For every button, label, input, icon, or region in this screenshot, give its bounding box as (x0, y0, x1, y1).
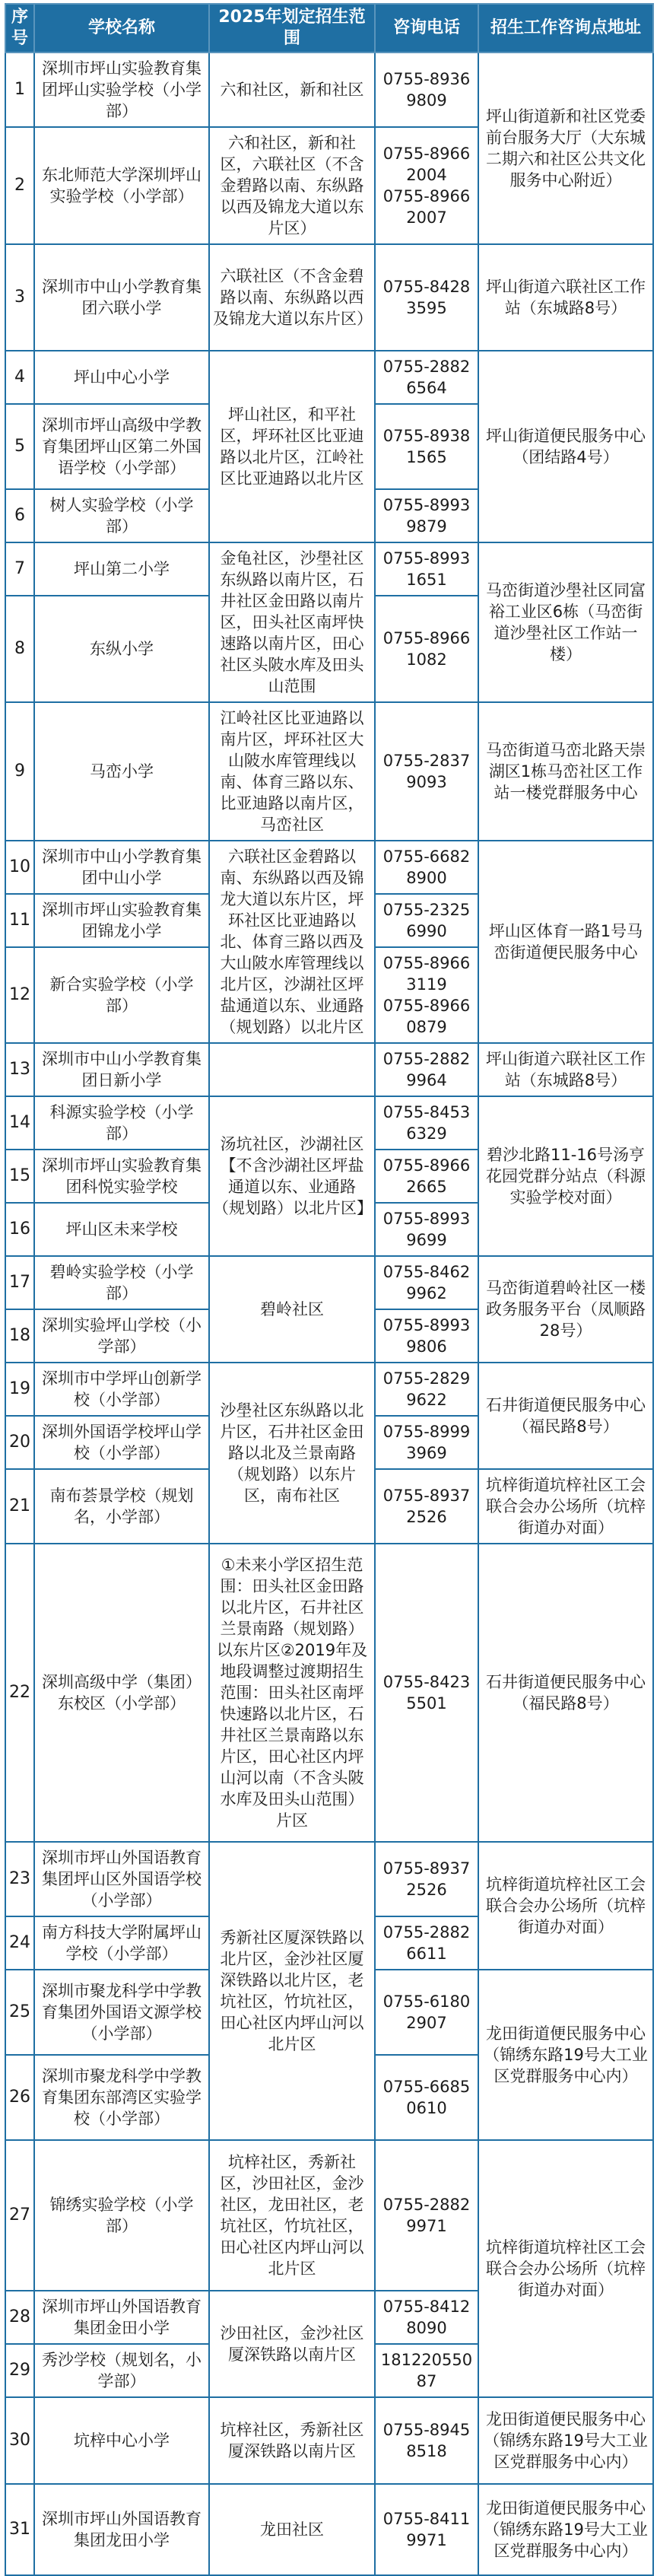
school-name-cell: 深圳市中山小学教育集团日新小学 (34, 1043, 209, 1096)
table-row (5, 702, 653, 841)
school-name-cell: 东纵小学 (34, 596, 209, 702)
table-row (5, 1256, 653, 1309)
phone-cell: 0755-89372526 (375, 1469, 478, 1544)
phone-cell: 0755-89939879 (375, 489, 478, 542)
row-number: 25 (5, 1970, 34, 2055)
consult-address-cell: 龙田街道便民服务中心（锦绣东路19号大工业区党群服务中心内） (478, 1970, 653, 2140)
school-name-cell: 坪山第二小学 (34, 542, 209, 596)
row-number: 31 (5, 2484, 34, 2575)
phone-cell: 0755-89381565 (375, 404, 478, 489)
row-number: 16 (5, 1203, 34, 1256)
enrollment-range-cell: ①未来小学区招生范围：田头社区金田路以北片区，石井社区兰景南路（规划路）以东片区②2019年及地段调整过渡期招生范围：田头社区南坪快速路以北片区，石井社区兰景南路以东片区，田心社区内坪山河以南（不含头陂水库及田头山范围）片区 (209, 1544, 375, 1842)
row-number: 26 (5, 2055, 34, 2140)
school-name-cell: 新合实验学校（小学部） (34, 947, 209, 1043)
school-name-cell: 深圳实验坪山学校（小学部） (34, 1309, 209, 1363)
row-number: 7 (5, 542, 34, 596)
phone-cell: 0755-84119971 (375, 2484, 478, 2575)
enrollment-range-cell: 江岭社区比亚迪路以南片区，坪环社区大山陂水库管理线以南、体育三路以东、比亚迪路以南片区，马峦社区 (209, 702, 375, 841)
row-number: 5 (5, 404, 34, 489)
table-row (5, 52, 653, 127)
phone-cell: 0755-28829964 (375, 1043, 478, 1096)
consult-address-cell: 龙田街道便民服务中心（锦绣东路19号大工业区党群服务中心内） (478, 2397, 653, 2484)
row-number: 11 (5, 894, 34, 947)
table-row (5, 1043, 653, 1096)
enrollment-range-cell: 汤坑社区，沙湖社区【不含沙湖社区坪盐通道以东、业通路（规划路）以北片区】 (209, 1096, 375, 1256)
row-number: 2 (5, 127, 34, 244)
table-header-row (5, 4, 653, 52)
header-phone: 咨询电话 (375, 4, 478, 52)
row-number: 6 (5, 489, 34, 542)
phone-cell: 18122055087 (375, 2344, 478, 2397)
row-number: 14 (5, 1096, 34, 1150)
phone-cell: 0755-28826564 (375, 351, 478, 404)
row-number: 17 (5, 1256, 34, 1309)
school-name-cell: 深圳市聚龙科学中学教育集团东部湾区实验学校（小学部） (34, 2055, 209, 2140)
phone-cell: 0755-89458518 (375, 2397, 478, 2484)
phone-cell: 0755-84128090 (375, 2291, 478, 2344)
school-name-cell: 坪山中心小学 (34, 351, 209, 404)
row-number: 29 (5, 2344, 34, 2397)
consult-address-cell: 石井街道便民服务中心（福民路8号） (478, 1363, 653, 1469)
row-number: 24 (5, 1916, 34, 1970)
school-name-cell: 深圳市坪山实验教育集团科悦实验学校 (34, 1150, 209, 1203)
phone-cell: 0755-89661082 (375, 596, 478, 702)
consult-address-cell: 坑梓街道坑梓社区工会联合会办公场所（坑梓街道办对面） (478, 1469, 653, 1544)
row-number: 12 (5, 947, 34, 1043)
phone-cell: 0755-89372526 (375, 1842, 478, 1916)
row-number: 18 (5, 1309, 34, 1363)
row-number: 3 (5, 244, 34, 351)
phone-cell: 0755-89369809 (375, 52, 478, 127)
enrollment-range-cell: 六和社区，新和社区，六联社区（不含金碧路以南、东纵路以西及锦龙大道以东片区） (209, 127, 375, 244)
phone-cell: 0755-89939806 (375, 1309, 478, 1363)
enrollment-range-cell: 六联社区（不含金碧路以南、东纵路以西及锦龙大道以东片区） (209, 244, 375, 351)
row-number: 19 (5, 1363, 34, 1416)
enrollment-range-cell: 六和社区，新和社区 (209, 52, 375, 127)
table-row (5, 1544, 653, 1842)
phone-cell: 0755-84283595 (375, 244, 478, 351)
header-address: 招生工作咨询点地址 (478, 4, 653, 52)
row-number: 27 (5, 2140, 34, 2291)
phone-cell: 0755-89663119 0755-89660879 (375, 947, 478, 1043)
row-number: 28 (5, 2291, 34, 2344)
phone-cell: 0755-89662665 (375, 1150, 478, 1203)
row-number: 4 (5, 351, 34, 404)
enrollment-range-cell: 金龟社区，沙壆社区东纵路以南片区，石井社区金田路以南片区，田头社区南坪快速路以南片区，田心社区头陂水库及田头山范围 (209, 542, 375, 702)
row-number: 23 (5, 1842, 34, 1916)
school-name-cell: 碧岭实验学校（小学部） (34, 1256, 209, 1309)
school-name-cell: 深圳市中山小学教育集团中山小学 (34, 841, 209, 894)
school-name-cell: 深圳高级中学（集团）东校区（小学部） (34, 1544, 209, 1842)
enrollment-range-cell: 沙壆社区东纵路以北片区，石井社区金田路以北及兰景南路（规划路）以东片区，南布社区 (209, 1363, 375, 1544)
consult-address-cell: 马峦街道碧岭社区一楼政务服务平台（凤顺路28号） (478, 1256, 653, 1363)
table-row (5, 2140, 653, 2291)
enrollment-table (5, 3, 654, 2576)
enrollment-range-cell: 坑梓社区，秀新社区，沙田社区，金沙社区，龙田社区，老坑社区，竹坑社区，田心社区内坪山河以北片区 (209, 2140, 375, 2291)
row-number: 1 (5, 52, 34, 127)
row-number: 10 (5, 841, 34, 894)
school-name-cell: 南方科技大学附属坪山学校（小学部） (34, 1916, 209, 1970)
enrollment-range-cell (209, 1043, 375, 1096)
phone-cell: 0755-23256990 (375, 894, 478, 947)
consult-address-cell: 坑梓街道坑梓社区工会联合会办公场所（坑梓街道办对面） (478, 2140, 653, 2397)
phone-cell: 0755-89662004 0755-89662007 (375, 127, 478, 244)
phone-cell: 0755-89931651 (375, 542, 478, 596)
table-row (5, 244, 653, 351)
school-name-cell: 深圳市中山小学教育集团六联小学 (34, 244, 209, 351)
enrollment-range-cell: 六联社区金碧路以南、东纵路以西及锦龙大道以东片区，坪环社区比亚迪路以北、体育三路以西及大山陂水库管理线以北片区，沙湖社区坪盐通道以东、业通路（规划路）以北片区 (209, 841, 375, 1043)
row-number: 22 (5, 1544, 34, 1842)
phone-cell: 0755-28826611 (375, 1916, 478, 1970)
row-number: 21 (5, 1469, 34, 1544)
school-name-cell: 坪山区未来学校 (34, 1203, 209, 1256)
phone-cell: 0755-61802907 (375, 1970, 478, 2055)
school-name-cell: 科源实验学校（小学部） (34, 1096, 209, 1150)
school-name-cell: 深圳市中学坪山创新学校（小学部） (34, 1363, 209, 1416)
phone-cell: 0755-28829971 (375, 2140, 478, 2291)
header-no: 序号 (5, 4, 34, 52)
phone-cell: 0755-28379093 (375, 702, 478, 841)
header-range: 2025年划定招生范围 (209, 4, 375, 52)
table-body (5, 52, 653, 2575)
table-row (5, 2397, 653, 2484)
school-name-cell: 坑梓中心小学 (34, 2397, 209, 2484)
school-name-cell: 深圳市坪山实验教育集团锦龙小学 (34, 894, 209, 947)
table-row (5, 1096, 653, 1150)
school-name-cell: 深圳外国语学校坪山学校（小学部） (34, 1416, 209, 1469)
consult-address-cell: 马峦街道沙壆社区同富裕工业区6栋（马峦街道沙壆社区工作站一楼） (478, 542, 653, 702)
school-name-cell: 深圳市聚龙科学中学教育集团外国语文源学校（小学部） (34, 1970, 209, 2055)
phone-cell: 0755-28299622 (375, 1363, 478, 1416)
enrollment-range-cell: 坑梓社区，秀新社区厦深铁路以南片区 (209, 2397, 375, 2484)
phone-cell: 0755-84629962 (375, 1256, 478, 1309)
consult-address-cell: 坪山区体育一路1号马峦街道便民服务中心 (478, 841, 653, 1043)
table-row (5, 351, 653, 404)
row-number: 15 (5, 1150, 34, 1203)
header-school-name: 学校名称 (34, 4, 209, 52)
school-name-cell: 东北师范大学深圳坪山实验学校（小学部） (34, 127, 209, 244)
phone-cell: 0755-84235501 (375, 1544, 478, 1842)
consult-address-cell: 坪山街道六联社区工作站（东城路8号） (478, 244, 653, 351)
consult-address-cell: 坪山街道新和社区党委前台服务大厅（大东城二期六和社区公共文化服务中心附近） (478, 52, 653, 244)
phone-cell: 0755-89939699 (375, 1203, 478, 1256)
row-number: 8 (5, 596, 34, 702)
enrollment-range-cell: 秀新社区厦深铁路以北片区，金沙社区厦深铁路以北片区，老坑社区，竹坑社区，田心社区内坪山河以北片区 (209, 1842, 375, 2140)
school-name-cell: 南布荟景学校（规划名，小学部） (34, 1469, 209, 1544)
enrollment-range-cell: 龙田社区 (209, 2484, 375, 2575)
table-row (5, 542, 653, 596)
school-name-cell: 深圳市坪山外国语教育集团金田小学 (34, 2291, 209, 2344)
consult-address-cell: 龙田街道便民服务中心（锦绣东路19号大工业区党群服务中心内） (478, 2484, 653, 2575)
phone-cell: 0755-84536329 (375, 1096, 478, 1150)
school-name-cell: 深圳市坪山高级中学教育集团坪山区第二外国语学校（小学部） (34, 404, 209, 489)
phone-cell: 0755-66828900 (375, 841, 478, 894)
enrollment-range-cell: 沙田社区，金沙社区厦深铁路以南片区 (209, 2291, 375, 2397)
table-row (5, 1842, 653, 1916)
table-row (5, 2484, 653, 2575)
school-name-cell: 马峦小学 (34, 702, 209, 841)
enrollment-range-cell: 坪山社区，和平社区，坪环社区比亚迪路以北片区，江岭社区比亚迪路以北片区 (209, 351, 375, 542)
table-row (5, 841, 653, 894)
consult-address-cell: 碧沙北路11-16号汤亨花园党群分站点（科源实验学校对面） (478, 1096, 653, 1256)
row-number: 9 (5, 702, 34, 841)
school-name-cell: 树人实验学校（小学部） (34, 489, 209, 542)
school-name-cell: 深圳市坪山外国语教育集团坪山区外国语学校（小学部） (34, 1842, 209, 1916)
enrollment-range-cell: 碧岭社区 (209, 1256, 375, 1363)
row-number: 20 (5, 1416, 34, 1469)
consult-address-cell: 坪山街道便民服务中心（团结路4号） (478, 351, 653, 542)
row-number: 30 (5, 2397, 34, 2484)
phone-cell: 0755-66850610 (375, 2055, 478, 2140)
consult-address-cell: 马峦街道马峦北路天崇湖区1栋马峦社区工作站一楼党群服务中心 (478, 702, 653, 841)
phone-cell: 0755-89993969 (375, 1416, 478, 1469)
school-name-cell: 深圳市坪山外国语教育集团龙田小学 (34, 2484, 209, 2575)
consult-address-cell: 石井街道便民服务中心（福民路8号） (478, 1544, 653, 1842)
table-row (5, 1363, 653, 1416)
school-name-cell: 秀沙学校（规划名，小学部） (34, 2344, 209, 2397)
consult-address-cell: 坑梓街道坑梓社区工会联合会办公场所（坑梓街道办对面） (478, 1842, 653, 1970)
row-number: 13 (5, 1043, 34, 1096)
school-name-cell: 锦绣实验学校（小学部） (34, 2140, 209, 2291)
consult-address-cell: 坪山街道六联社区工作站（东城路8号） (478, 1043, 653, 1096)
school-name-cell: 深圳市坪山实验教育集团坪山实验学校（小学部） (34, 52, 209, 127)
